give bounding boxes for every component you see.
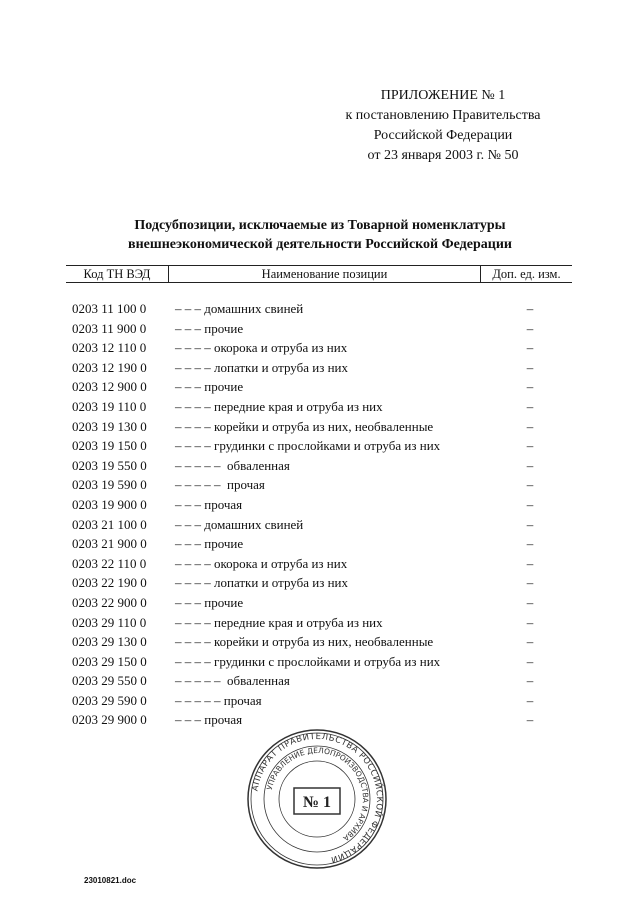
cell-name: – – – домашних свиней: [175, 301, 304, 316]
appendix-country: Российской Федерации: [373, 128, 513, 143]
cell-unit: –: [526, 418, 534, 434]
cell-name: – – – – передние края и отруба из них: [175, 614, 383, 630]
appendix-date: от 23 января 2003 г. № 50: [367, 148, 519, 163]
cell-name: – – – прочие: [175, 536, 244, 552]
title-line-1: Подсубпозиции, исключаемые из Товарной номенклатуры: [134, 218, 506, 233]
cell-unit: –: [526, 692, 534, 708]
table-row: [0, 436, 640, 456]
table-row: [0, 652, 640, 672]
cell-name: – – – – корейки и отруба из них, необваленные: [175, 634, 434, 650]
svg-text:УПРАВЛЕНИЕ ДЕЛОПРОИЗВОДСТВА И: УПРАВЛЕНИЕ ДЕЛОПРОИЗВОДСТВА И АРХИВА: [264, 745, 371, 843]
table-row: [0, 319, 640, 339]
table-row: [0, 417, 640, 437]
cell-code: 0203 19 550 0: [72, 457, 147, 473]
official-seal: [246, 728, 388, 870]
table-row: [0, 358, 640, 378]
cell-code: 0203 29 110 0: [72, 614, 147, 630]
cell-name: – – – – – обваленная: [175, 457, 290, 473]
cell-name: – – – прочие: [175, 320, 244, 336]
cell-name: – – – – передние края и отруба из них: [175, 398, 383, 414]
table-row: [0, 573, 640, 593]
table-row: [0, 299, 640, 319]
header-name: Наименование позиции: [169, 266, 481, 282]
table-row: [0, 671, 640, 691]
footer-filename: 23010821.doc: [84, 876, 137, 885]
cell-unit: –: [526, 320, 534, 336]
cell-code: 0203 22 900 0: [72, 594, 147, 610]
cell-name: – – – – грудинки с прослойками и отруба из них: [175, 653, 441, 669]
cell-unit: –: [526, 438, 534, 454]
cell-code: 0203 29 150 0: [72, 653, 147, 669]
table-row: [0, 534, 640, 554]
cell-unit: –: [526, 712, 534, 728]
table-row: [0, 515, 640, 535]
cell-code: 0203 19 110 0: [72, 398, 147, 414]
cell-code: 0203 29 900 0: [72, 712, 147, 728]
table-row: [0, 495, 640, 515]
cell-name: – – – – лопатки и отруба из них: [175, 575, 349, 591]
title-line-2: внешнеэкономической деятельности Российской Федерации: [128, 237, 512, 252]
cell-name: – – – прочие: [175, 379, 244, 395]
document-title: [60, 216, 580, 254]
appendix-header: [318, 86, 568, 166]
cell-unit: –: [526, 359, 534, 375]
cell-name: – – – – лопатки и отруба из них: [175, 359, 349, 375]
table-row: [0, 475, 640, 495]
appendix-number: ПРИЛОЖЕНИЕ № 1: [380, 88, 506, 103]
cell-code: 0203 22 110 0: [72, 555, 147, 571]
cell-code: 0203 29 130 0: [72, 634, 147, 650]
cell-unit: –: [526, 555, 534, 571]
svg-text:АППАРАТ ПРАВИТЕЛЬСТВА РОССИЙСК: АППАРАТ ПРАВИТЕЛЬСТВА РОССИЙСКОЙ ФЕДЕРАЦИИ: [250, 731, 385, 865]
header-code: Код ТН ВЭД: [66, 266, 169, 282]
table-row: [0, 593, 640, 613]
table-header: [66, 265, 572, 283]
cell-name: – – – – – прочая: [175, 692, 262, 708]
cell-code: 0203 19 590 0: [72, 477, 147, 493]
table-row: [0, 377, 640, 397]
cell-unit: –: [526, 379, 534, 395]
table-row: [0, 691, 640, 711]
cell-name: – – – прочая: [175, 496, 243, 512]
cell-name: – – – – – обваленная: [175, 673, 290, 689]
cell-code: 0203 19 130 0: [72, 418, 147, 434]
cell-code: 0203 12 190 0: [72, 359, 147, 375]
cell-code: 0203 11 100 0: [72, 301, 147, 316]
cell-unit: –: [526, 301, 534, 316]
cell-unit: –: [526, 496, 534, 512]
cell-unit: –: [526, 634, 534, 650]
cell-unit: –: [526, 673, 534, 689]
table-body: [0, 299, 640, 730]
cell-name: – – – – окорока и отруба из них: [175, 555, 348, 571]
table-row: [0, 456, 640, 476]
cell-code: 0203 12 110 0: [72, 340, 147, 356]
seal-number: № 1: [302, 794, 332, 811]
cell-name: – – – прочая: [175, 712, 243, 728]
cell-code: 0203 12 900 0: [72, 379, 147, 395]
table-row: [0, 613, 640, 633]
cell-code: 0203 29 550 0: [72, 673, 147, 689]
cell-code: 0203 21 100 0: [72, 516, 147, 532]
cell-name: – – – домашних свиней: [175, 516, 304, 532]
cell-name: – – – – корейки и отруба из них, необваленные: [175, 418, 434, 434]
cell-code: 0203 22 190 0: [72, 575, 147, 591]
cell-unit: –: [526, 614, 534, 630]
cell-unit: –: [526, 653, 534, 669]
cell-code: 0203 21 900 0: [72, 536, 147, 552]
cell-unit: –: [526, 398, 534, 414]
table-row: [0, 632, 640, 652]
table-row: [0, 397, 640, 417]
cell-code: 0203 19 150 0: [72, 438, 147, 454]
cell-unit: –: [526, 536, 534, 552]
appendix-resolution: к постановлению Правительства: [345, 108, 541, 123]
cell-unit: –: [526, 477, 534, 493]
cell-code: 0203 29 590 0: [72, 692, 147, 708]
cell-name: – – – – грудинки с прослойками и отруба из них: [175, 438, 441, 454]
cell-name: – – – прочие: [175, 594, 244, 610]
cell-unit: –: [526, 575, 534, 591]
header-unit: Доп. ед. изм.: [492, 267, 561, 281]
cell-unit: –: [526, 340, 534, 356]
cell-unit: –: [526, 516, 534, 532]
cell-name: – – – – – прочая: [175, 477, 265, 493]
table-row: [0, 338, 640, 358]
cell-unit: –: [526, 594, 534, 610]
cell-code: 0203 19 900 0: [72, 496, 147, 512]
cell-name: – – – – окорока и отруба из них: [175, 340, 348, 356]
table-row: [0, 554, 640, 574]
cell-code: 0203 11 900 0: [72, 320, 147, 336]
cell-unit: –: [526, 457, 534, 473]
